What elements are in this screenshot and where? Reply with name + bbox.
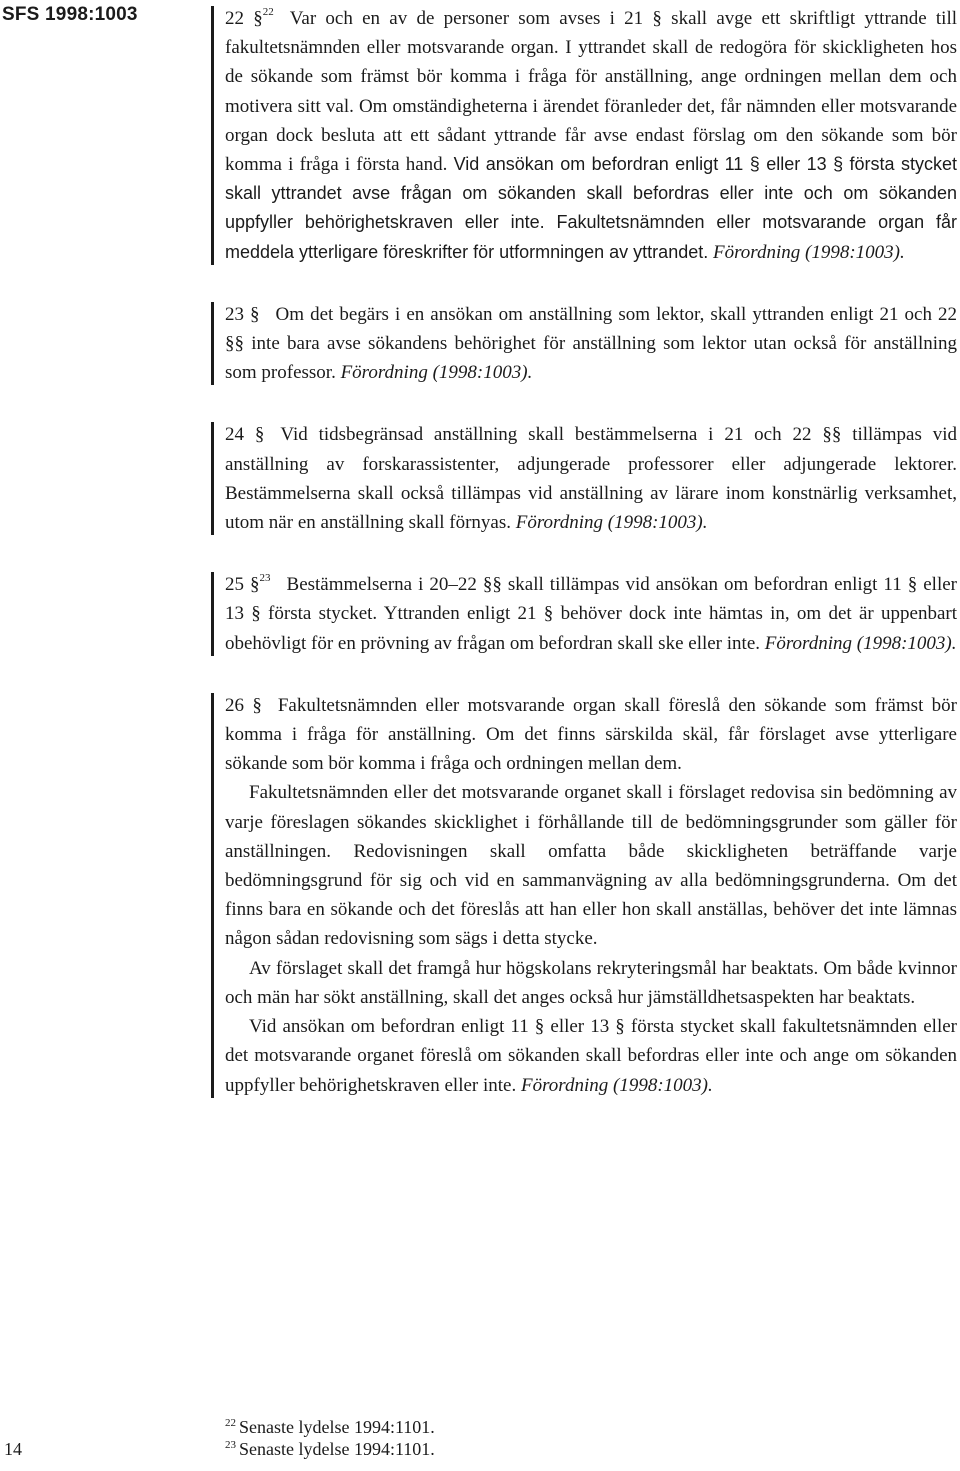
footnote-text: Senaste lydelse 1994:1101.	[239, 1417, 435, 1437]
section-23	[225, 300, 957, 388]
footnote-number: 22	[225, 1417, 236, 1429]
section-number: 26	[225, 694, 244, 716]
section-text-continued: Vid ansökan om befordran enligt 11 § eller 13 § första stycket skall yttrandet avse frågan om sökanden skall befordras eller inte och om sökanden uppfyller behörighetskraven eller inte. Fakultetsnämnden eller motsvarande organ får meddela ytterligare föreskrifter för utformningen av yttrandet.	[225, 154, 958, 262]
section-24	[225, 420, 957, 537]
section-text: Bestämmelserna i 20–22 §§ skall tillämpas vid ansökan om befordran enligt 11 § eller 13 § första stycket. Yttranden enligt 21 § behöver dock inte hämtas in, om det är uppenbart obehövligt för en prövning av frågan om befordran skall ske eller inte.	[225, 574, 957, 654]
footnote-text: Senaste lydelse 1994:1101.	[239, 1439, 435, 1459]
section-paragraph-2: Fakultetsnämnden eller det motsvarande organet skall i förslaget redovisa sin bedömning av varje föreslagen sökandes skicklighet i förhållande till de bedömningsgrunder som gäller för anställningen. Redovisningen skall omfatta både skickligheten beträffande varje bedömningsgrund för sig och vid en sammanvägning av alla bedömningsgrunderna. Om det finns bara en sökande och det föreslås att han eller hon skall anställas, behöver det inte lämnas någon sådan redovisning som sägs i detta stycke.	[225, 782, 957, 950]
main-text	[225, 4, 957, 1100]
paragraph-sign: §	[254, 424, 265, 446]
footnote	[225, 1416, 435, 1438]
ordinance-reference: Förordning (1998:1003).	[712, 241, 905, 263]
section-text: Om det begärs i en ansökan om anställning som lektor, skall yttranden enligt 21 och 22 §§ inte bara avse sökandens behörighet för anställning som lektor utan också för anställning som professor.	[225, 303, 957, 384]
section-text: Var och en av de personer som avses i 21 § skall avge ett skriftligt yttrande till fakultetsnämnden eller motsvarande organ. I yttrandet skall de redogöra för skickligheten hos de sökande som främst bör komma i fråga för anställning, ange ordningen mellan dem och motivera sitt val. Om omständigheterna i ärendet föranleder det, får nämnden eller motsvarande organ dock besluta att ett sådant yttrande får avse endast förslag om den sökande som bör komma i fråga i första hand.	[225, 8, 958, 176]
section-number: 24	[225, 424, 244, 446]
section-text: Vid tidsbegränsad anställning skall bestämmelserna i 21 och 22 §§ tillämpas vid anställning av forskarassistenter, adjungerade professorer eller adjungerade lektorer. Bestämmelserna skall också tillämpas vid anställning av lärare inom konstnärlig verksamhet, utom när en anställning skall förnyas.	[225, 424, 958, 534]
section-paragraph-4: Vid ansökan om befordran enligt 11 § eller 13 § första stycket skall fakultetsnämnden eller det motsvarande organet föreslå om sökanden skall befordras eller inte och ange om sökanden uppfyller behörighetskraven eller inte.	[225, 1016, 957, 1096]
paragraph-sign: §	[253, 8, 263, 29]
ordinance-reference: Förordning (1998:1003).	[764, 632, 957, 654]
section-paragraph-3: Av förslaget skall det framgå hur högskolans rekryteringsmål har beaktats. Om både kvinnor och män har sökt anställning, skall det anges också hur jämställdhetsaspekten har beaktats.	[225, 957, 957, 1008]
ordinance-reference: Förordning (1998:1003).	[515, 512, 708, 534]
paragraph-sign: §	[252, 694, 262, 716]
paragraph-sign: §	[250, 574, 260, 596]
section-paragraph-1: Fakultetsnämnden eller motsvarande organ skall föreslå den sökande som främst bör komma i fråga för anställning. Om det finns särskilda skäl, får förslaget avse ytterligare sökande som bör komma i fråga och ordningen mellan dem.	[225, 694, 958, 775]
sfs-number: SFS 1998:1003	[2, 4, 138, 25]
ordinance-reference: Förordning (1998:1003).	[340, 362, 533, 384]
section-number: 23	[225, 303, 244, 325]
section-26	[225, 691, 957, 1100]
section-number: 22	[225, 8, 244, 29]
page-number: 14	[4, 1439, 22, 1459]
section-25	[225, 570, 957, 658]
footnote	[225, 1438, 435, 1460]
section-number: 25	[225, 574, 244, 596]
footnote-ref: 23	[259, 572, 271, 585]
footnote-number: 23	[225, 1439, 236, 1451]
footnote-ref: 22	[262, 6, 274, 18]
paragraph-sign: §	[250, 303, 260, 325]
footnotes	[225, 1416, 435, 1460]
section-22	[225, 4, 957, 267]
ordinance-reference: Förordning (1998:1003).	[520, 1074, 713, 1096]
